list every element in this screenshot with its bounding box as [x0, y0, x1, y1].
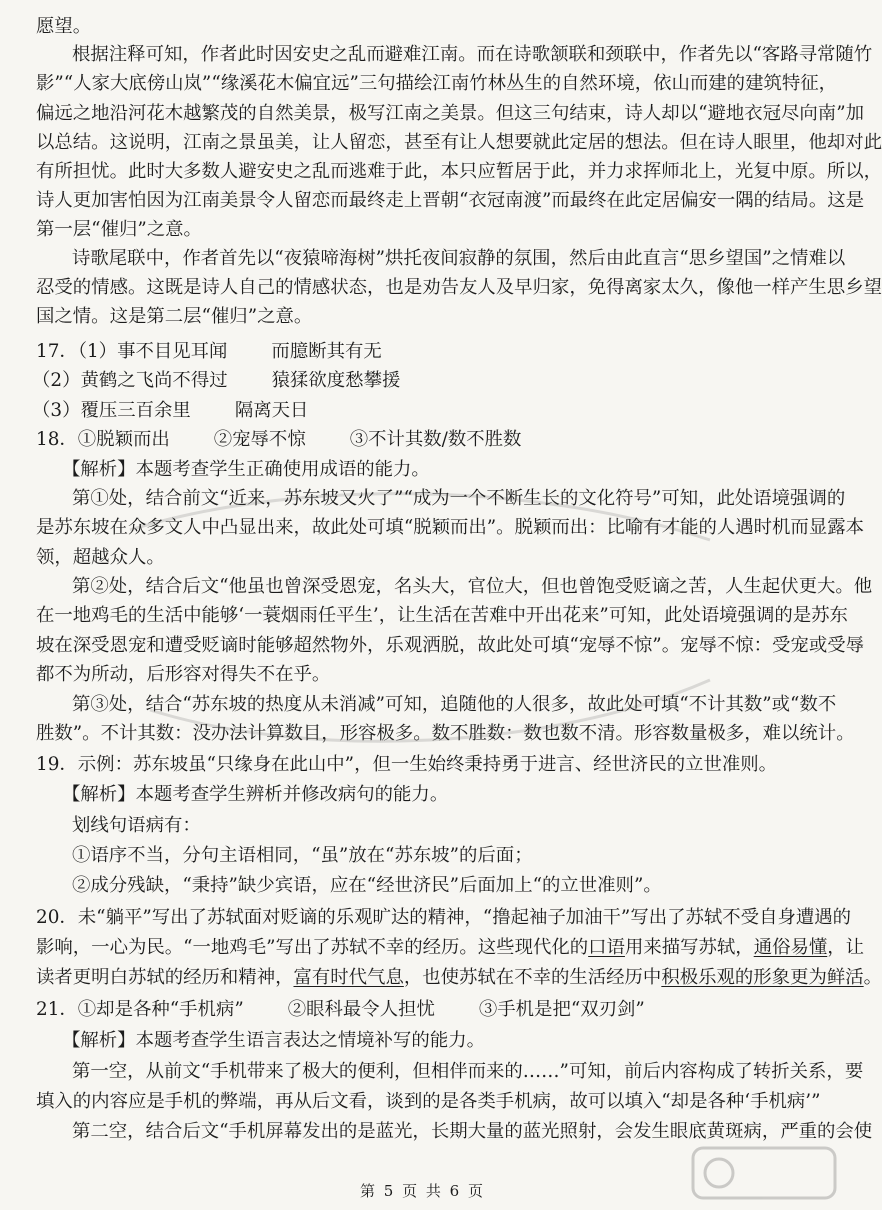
- text-line: 第②处，结合后文“他虽也曾深受恩宠，名头大，官位大，但也曾饱受贬谪之苦，人生起伏更大。他: [72, 576, 873, 597]
- text-line: 影响，一心为民。“一地鸡毛”写出了苏轼不幸的经历。这些现代化的口语用来描写苏轼，通俗易懂，让: [36, 937, 865, 958]
- text-line: 领，超越众人。: [36, 547, 165, 568]
- underlined-text: 积极乐观的形象更为鲜活: [661, 967, 864, 988]
- answer-19: 19．示例：苏东坡虽“只缘身在此山中”，但一生始终秉持勇于进言、经世济民的立世准则。: [36, 754, 778, 775]
- text-line: 愿望。: [36, 16, 92, 37]
- text-line: 有所担忧。此时大多数人避安史之乱而逃难于此，本只应暂居于此，并力求挥师北上，光复中原。所以，: [36, 161, 882, 182]
- text-line: 忍受的情感。这既是诗人自己的情感状态，也是劝告友人及早归家，免得离家太久，像他一样产生思乡望: [36, 277, 882, 298]
- text-line: 第一空，从前文“手机带来了极大的便利，但相伴而来的……”可知，前后内容构成了转折关系，要: [72, 1061, 864, 1082]
- text-line: 第①处，结合前文“近来，苏东坡又火了”“成为一个不断生长的文化符号”可知，此处语境强调的: [72, 488, 846, 509]
- analysis-heading: 【解析】本题考查学生语言表达之情境补写的能力。: [62, 1030, 485, 1051]
- text-line: 国之情。这是第二层“催归”之意。: [36, 306, 313, 327]
- text-line: 第二空，结合后文“手机屏幕发出的是蓝光，长期大量的蓝光照射，会发生眼底黄斑病，严重的会使: [72, 1121, 873, 1142]
- text-line: ①语序不当，分句主语相同，“虽”放在“苏东坡”的后面；: [72, 845, 533, 866]
- text-line: 胜数”。不计其数：没办法计算数目，形容极多。数不胜数：数也数不清。形容数量极多，难以统计。: [36, 723, 855, 744]
- underlined-text: 口语: [588, 937, 625, 958]
- text-line: 第一层“催归”之意。: [36, 219, 202, 240]
- text-line: ②成分残缺，“秉持”缺少宾语，应在“经世济民”后面加上“的立世准则”。: [72, 875, 662, 896]
- underlined-text: 通俗易懂: [753, 937, 828, 958]
- text-line: 填入的内容应是手机的弊端，再从后文看，谈到的是各类手机病，故可以填入“却是各种‘手机病’”: [36, 1091, 821, 1112]
- answer-20: 20．未“躺平”写出了苏轼面对贬谪的乐观旷达的精神，“撸起袖子加油干”写出了苏轼不受自身遭遇的: [36, 907, 852, 928]
- answer-17-1: 17．（1）事不目见耳闻 而臆断其有无: [36, 341, 382, 362]
- underlined-text: 富有时代气息: [293, 967, 404, 988]
- analysis-heading: 【解析】本题考查学生辨析并修改病句的能力。: [62, 784, 449, 805]
- text-line: 在一地鸡毛的生活中能够‘一蓑烟雨任平生’，让生活在苦难中开出花来”可知，此处语境强调的是苏东: [36, 605, 848, 626]
- text-line: 影”“人家大底傍山岚”“缘溪花木偏宜远”三句描绘江南竹林丛生的自然环境，依山而建的建筑特征，: [36, 73, 838, 94]
- answer-17-2: （2）黄鹤之飞尚不得过 猿猱欲度愁攀援: [32, 370, 401, 391]
- analysis-heading: 【解析】本题考查学生正确使用成语的能力。: [62, 459, 430, 480]
- page-number: 第 5 页 共 6 页: [360, 1182, 485, 1200]
- text-line: 是苏东坡在众多文人中凸显出来，故此处可填“脱颖而出”。脱颖而出：比喻有才能的人遇时机而显露本: [36, 517, 864, 538]
- text-line: 坡在深受恩宠和遭受贬谪时能够超然物外，乐观洒脱，故此处可填“宠辱不惊”。宠辱不惊：受宠或受辱: [36, 635, 864, 656]
- text-line: 都不为所动，后形容对得失不在乎。: [36, 664, 331, 685]
- text-line: 诗人更加害怕因为江南美景令人留恋而最终走上晋朝“衣冠南渡”而最终在此定居偏安一隅的结局。这是: [36, 190, 864, 211]
- text-line: 以总结。这说明，江南之景虽美，让人留恋，甚至有让人想要就此定居的想法。但在诗人眼里，他却对此: [36, 132, 882, 153]
- answer-17-3: （3）覆压三百余里 隔离天日: [32, 400, 309, 421]
- answer-18: 18．①脱颖而出 ②宠辱不惊 ③不计其数/数不胜数: [36, 429, 522, 450]
- text-line: 第③处，结合“苏东坡的热度从未消减”可知，追随他的人很多，故此处可填“不计其数”或“数不: [72, 694, 837, 715]
- text-line: 偏远之地沿河花木越繁茂的自然美景，极写江南之美景。但这三句结束，诗人却以“避地衣冠尽向南”加: [36, 103, 864, 124]
- text-line: 读者更明白苏轼的经历和精神，富有时代气息，也使苏轼在不幸的生活经历中积极乐观的形象更为鲜活。: [36, 967, 882, 988]
- text-line: 诗歌尾联中，作者首先以“夜猿啼海树”烘托夜间寂静的氛围，然后由此直言“思乡望国”之情难以: [72, 248, 846, 269]
- text-line: 划线句语病有：: [72, 815, 201, 836]
- text-line: 根据注释可知，作者此时因安史之乱而避难江南。而在诗歌颔联和颈联中，作者先以“客路寻常随竹: [72, 44, 873, 65]
- answer-21: 21．①却是各种“手机病” ②眼科最令人担忧 ③手机是把“双刃剑”: [36, 999, 645, 1020]
